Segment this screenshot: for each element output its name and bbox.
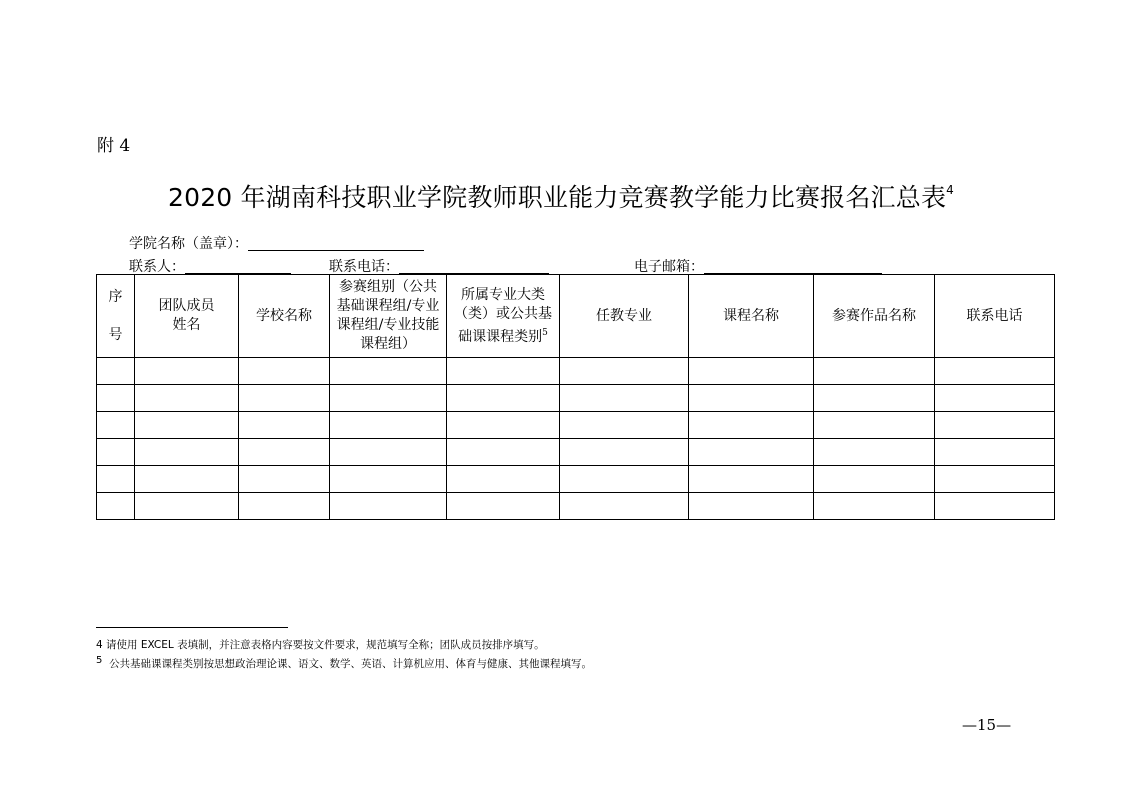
table-cell[interactable] (814, 385, 935, 412)
table-cell[interactable] (814, 493, 935, 520)
table-cell[interactable] (689, 493, 814, 520)
table-cell[interactable] (135, 385, 239, 412)
table-cell[interactable] (689, 439, 814, 466)
table-cell[interactable] (814, 358, 935, 385)
table-cell[interactable] (935, 439, 1055, 466)
college-name-label: 学院名称（盖章）： (129, 236, 248, 252)
table-cell[interactable] (330, 439, 447, 466)
contact-person-field (129, 256, 291, 276)
table-cell[interactable] (330, 358, 447, 385)
table-cell[interactable] (97, 439, 135, 466)
footnote-4-text: 请使用 EXCEL 表填制，并注意表格内容要按文件要求，规范填写全称；团队成员按排序填写。 (106, 639, 545, 651)
table-cell[interactable] (935, 385, 1055, 412)
header-contact-phone: 联系电话 (935, 275, 1055, 358)
table-cell[interactable] (560, 439, 689, 466)
table-cell[interactable] (689, 466, 814, 493)
table-cell[interactable] (689, 412, 814, 439)
table-cell[interactable] (97, 412, 135, 439)
contact-person-blank[interactable] (185, 259, 291, 274)
footnote-4-mark: 4 (96, 639, 103, 651)
table-cell[interactable] (330, 493, 447, 520)
table-cell[interactable] (135, 466, 239, 493)
table-cell[interactable] (447, 412, 560, 439)
table-cell[interactable] (447, 385, 560, 412)
table-cell[interactable] (935, 493, 1055, 520)
footnote-divider (96, 627, 288, 628)
table-cell[interactable] (135, 412, 239, 439)
header-major: 任教专业 (560, 275, 689, 358)
email-label: 电子邮箱： (634, 259, 704, 275)
category-footnote-mark: 5 (542, 327, 548, 338)
table-cell[interactable] (935, 466, 1055, 493)
table-cell[interactable] (135, 439, 239, 466)
table-cell[interactable] (689, 385, 814, 412)
table-cell[interactable] (560, 466, 689, 493)
table-cell[interactable] (447, 358, 560, 385)
table-cell[interactable] (239, 412, 330, 439)
contact-phone-blank[interactable] (399, 259, 549, 274)
table-header-row (97, 275, 1055, 358)
table-cell[interactable] (239, 466, 330, 493)
footnote-5 (96, 655, 592, 671)
table-cell[interactable] (330, 466, 447, 493)
table-cell[interactable] (689, 358, 814, 385)
contact-person-label: 联系人： (129, 259, 185, 275)
table-cell[interactable] (447, 493, 560, 520)
table-cell[interactable] (814, 412, 935, 439)
footnote-5-mark: 5 (96, 655, 103, 666)
registration-table (96, 274, 1055, 520)
table-cell[interactable] (935, 412, 1055, 439)
contact-phone-field (329, 256, 549, 276)
header-course-name: 课程名称 (689, 275, 814, 358)
table-cell[interactable] (97, 385, 135, 412)
table-cell[interactable] (239, 385, 330, 412)
table-row (97, 493, 1055, 520)
table-row (97, 412, 1055, 439)
footnote-5-text: 公共基础课课程类别按思想政治理论课、语文、数学、英语、计算机应用、体育与健康、其他课程填写。 (109, 658, 593, 670)
table-cell[interactable] (135, 493, 239, 520)
footnote-4 (96, 637, 545, 652)
header-category: 所属专业大类（类）或公共基础课课程类别$^5$ (447, 275, 560, 358)
table-cell[interactable] (935, 358, 1055, 385)
table-cell[interactable] (560, 358, 689, 385)
title-footnote-mark: 4 (946, 183, 955, 197)
table-row (97, 385, 1055, 412)
table-cell[interactable] (97, 493, 135, 520)
table-cell[interactable] (560, 385, 689, 412)
attachment-label: 附 4 (97, 136, 131, 156)
table-cell[interactable] (814, 439, 935, 466)
header-team-members: 团队成员 姓名 (135, 275, 239, 358)
page-number: —15— (962, 716, 1012, 734)
table-cell[interactable] (330, 385, 447, 412)
table-cell[interactable] (97, 358, 135, 385)
table-cell[interactable] (239, 439, 330, 466)
table-cell[interactable] (330, 412, 447, 439)
table-cell[interactable] (239, 358, 330, 385)
table-cell[interactable] (447, 466, 560, 493)
table-row (97, 358, 1055, 385)
header-work-name: 参赛作品名称 (814, 275, 935, 358)
table-cell[interactable] (239, 493, 330, 520)
table-cell[interactable] (560, 412, 689, 439)
college-name-field (129, 233, 424, 253)
title-text: 2020 年湖南科技职业学院教师职业能力竞赛教学能力比赛报名汇总表 (167, 183, 947, 212)
table-cell[interactable] (560, 493, 689, 520)
table-cell[interactable] (814, 466, 935, 493)
email-blank[interactable] (704, 259, 882, 274)
header-school-name: 学校名称 (239, 275, 330, 358)
table-row (97, 466, 1055, 493)
header-group: 参赛组别（公共基础课程组/专业课程组/专业技能课程组） (330, 275, 447, 358)
college-name-blank[interactable] (248, 236, 424, 251)
table-cell[interactable] (97, 466, 135, 493)
contact-phone-label: 联系电话： (329, 259, 399, 275)
email-field (634, 256, 882, 276)
page-title (0, 178, 1122, 214)
header-seq: 序 号 (97, 275, 135, 358)
table-cell[interactable] (447, 439, 560, 466)
table-cell[interactable] (135, 358, 239, 385)
table-row (97, 439, 1055, 466)
